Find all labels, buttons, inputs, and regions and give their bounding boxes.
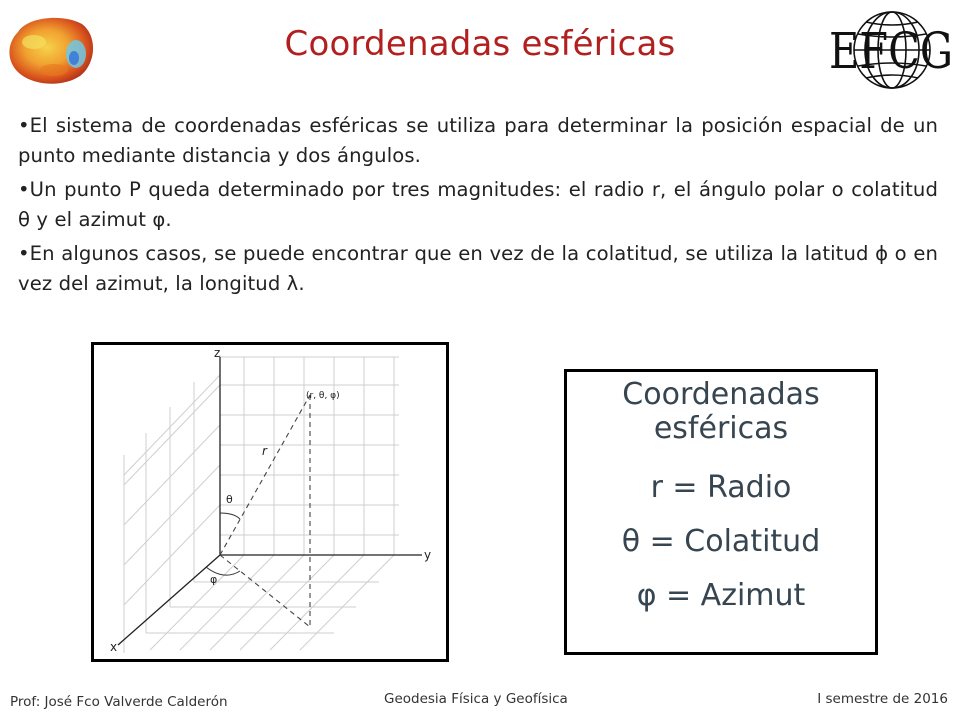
axis-y-label: y (424, 548, 432, 562)
summary-heading-line1: Coordenadas (622, 377, 820, 412)
bullet-item-2: • Un punto P queda determinado por tres magnitudes: el radio r, el ángulo polar o colatitud θ y el azimut φ. (18, 175, 938, 234)
summary-heading-line2: esféricas (653, 411, 789, 446)
bullet-item-3: • En algunos casos, se puede encontrar que en vez de la colatitud, se utiliza la latitud ϕ o en vez del azimut, la longitud λ. (18, 239, 938, 298)
axis-x-label: x (110, 640, 118, 654)
point-label: (r, θ, φ) (306, 391, 340, 401)
theta-label: θ (226, 493, 233, 506)
spherical-coordinates-diagram (91, 342, 449, 662)
summary-radio: r = Radio (650, 470, 792, 505)
summary-colatitud: θ = Colatitud (621, 524, 821, 559)
footer-author: Prof: José Fco Valverde Calderón (10, 694, 228, 710)
page-title: Coordenadas esféricas (284, 24, 676, 64)
axis-z-label: z (214, 346, 221, 360)
efcg-logo-text: EFCG (829, 22, 953, 80)
bullet-item-1: • El sistema de coordenadas esféricas se utiliza para determinar la posición espacial de un punto mediante distancia y dos ángulos. (18, 111, 938, 170)
efcg-logo (826, 8, 956, 96)
radius-label: r (262, 444, 267, 458)
bullet-list (18, 111, 938, 303)
footer-semester: I semestre de 2016 (817, 691, 948, 707)
summary-azimut: φ = Azimut (636, 578, 806, 613)
phi-label: φ (210, 573, 218, 586)
footer-course: Geodesia Física y Geofísica (384, 691, 568, 707)
coordinates-summary-box (564, 369, 878, 655)
